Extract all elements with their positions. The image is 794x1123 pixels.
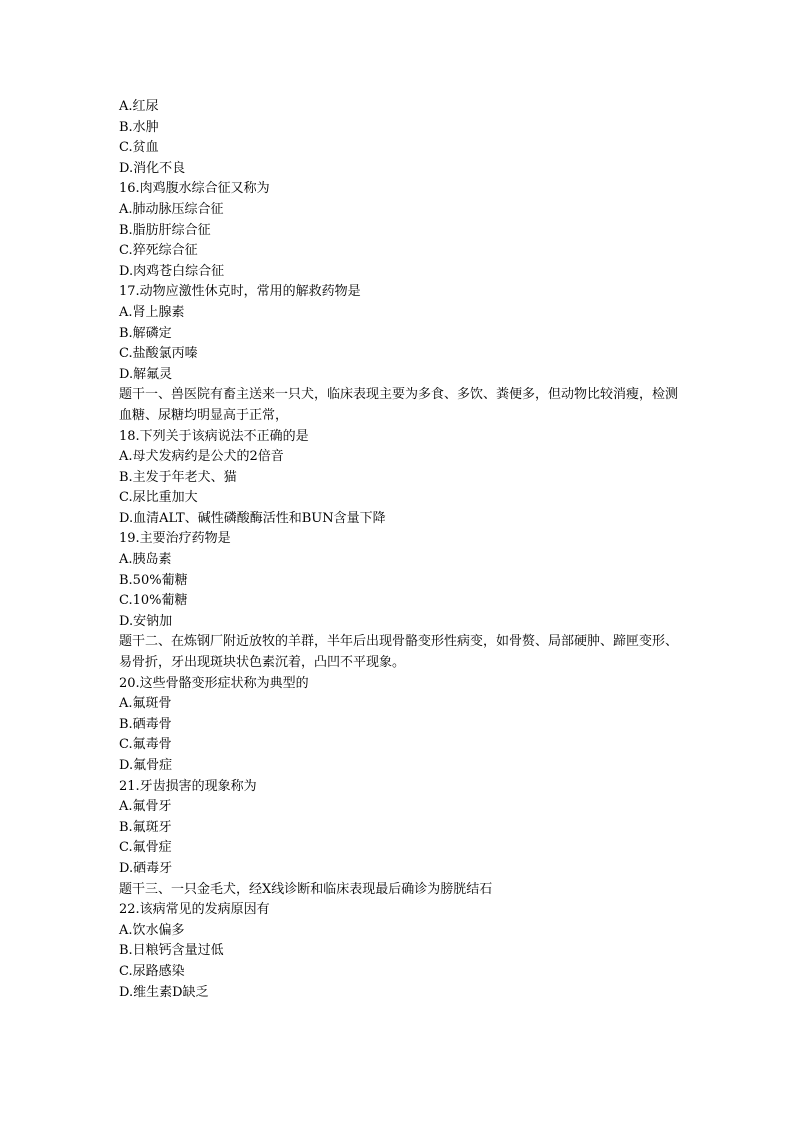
text-line: A.胰岛素 <box>119 552 172 568</box>
text-line: B.氟斑牙 <box>119 819 172 835</box>
text-line: B.脂肪肝综合征 <box>119 222 211 238</box>
text-line: C.10%葡糖 <box>119 593 188 609</box>
text-line: A.红尿 <box>119 99 159 114</box>
text-line: 17.动物应激性休克时，常用的解救药物是 <box>119 284 361 300</box>
text-line: D.消化不良 <box>119 160 186 176</box>
text-line: C.猝死综合征 <box>119 243 198 259</box>
text-line: 18.下列关于该病说法不正确的是 <box>119 428 309 444</box>
text-line: D.肉鸡苍白综合征 <box>119 263 225 279</box>
text-line: B.日粮钙含量过低 <box>119 943 224 959</box>
text-line: B.主发于年老犬、猫 <box>119 469 237 485</box>
text-line: 题干二、在炼钢厂附近放牧的羊群，半年后出现骨骼变形性病变，如骨赘、局部硬肿、蹄匣变形、易骨折，牙出现斑块状色素沉着，凸凹不平现象。 <box>119 634 679 671</box>
text-line: A.饮水偏多 <box>119 922 185 938</box>
text-line: 题干三、一只金毛犬，经X线诊断和临床表现最后确诊为膀胱结石 <box>119 881 493 897</box>
text-line: A.氟骨牙 <box>119 799 172 815</box>
text-line: D.硒毒牙 <box>119 860 173 876</box>
text-line: A.母犬发病约是公犬的2倍音 <box>119 449 284 465</box>
text-line: D.氟骨症 <box>119 758 173 773</box>
text-line: C.盐酸氯丙嗪 <box>119 346 198 362</box>
document-body <box>119 97 679 1003</box>
text-line: B.50%葡糖 <box>119 572 188 588</box>
text-line: C.尿比重加大 <box>119 490 198 506</box>
text-line: A.氟斑骨 <box>119 696 172 712</box>
text-line: 22.该病常见的发病原因有 <box>119 902 270 918</box>
text-line: B.硒毒骨 <box>119 716 172 732</box>
text-line: C.贫血 <box>119 140 159 156</box>
text-line: C.氟骨症 <box>119 840 172 856</box>
text-line: C.氟毒骨 <box>119 737 172 753</box>
text-line: B.解磷定 <box>119 325 172 341</box>
text-line: D.解氟灵 <box>119 366 173 382</box>
text-line: A.肺动脉压综合征 <box>119 201 224 217</box>
text-line: A.肾上腺素 <box>119 304 185 320</box>
text-line: 19.主要治疗药物是 <box>119 531 231 547</box>
text-line: 20.这些骨骼变形症状称为典型的 <box>119 675 309 691</box>
text-line: 16.肉鸡腹水综合征又称为 <box>119 181 270 197</box>
text-line: C.尿路感染 <box>119 963 185 979</box>
text-line: D.维生素D缺乏 <box>119 984 209 1000</box>
text-line: D.血清ALT、碱性磷酸酶活性和BUN含量下降 <box>119 510 386 526</box>
text-line: 题干一、兽医院有畜主送来一只犬，临床表现主要为多食、多饮、粪便多，但动物比较消瘦，检测血糖、尿糖均明显高于正常， <box>119 387 679 423</box>
text-line: B.水肿 <box>119 119 159 135</box>
text-line: 21.牙齿损害的现象称为 <box>119 778 257 794</box>
text-line: D.安钠加 <box>119 613 173 629</box>
